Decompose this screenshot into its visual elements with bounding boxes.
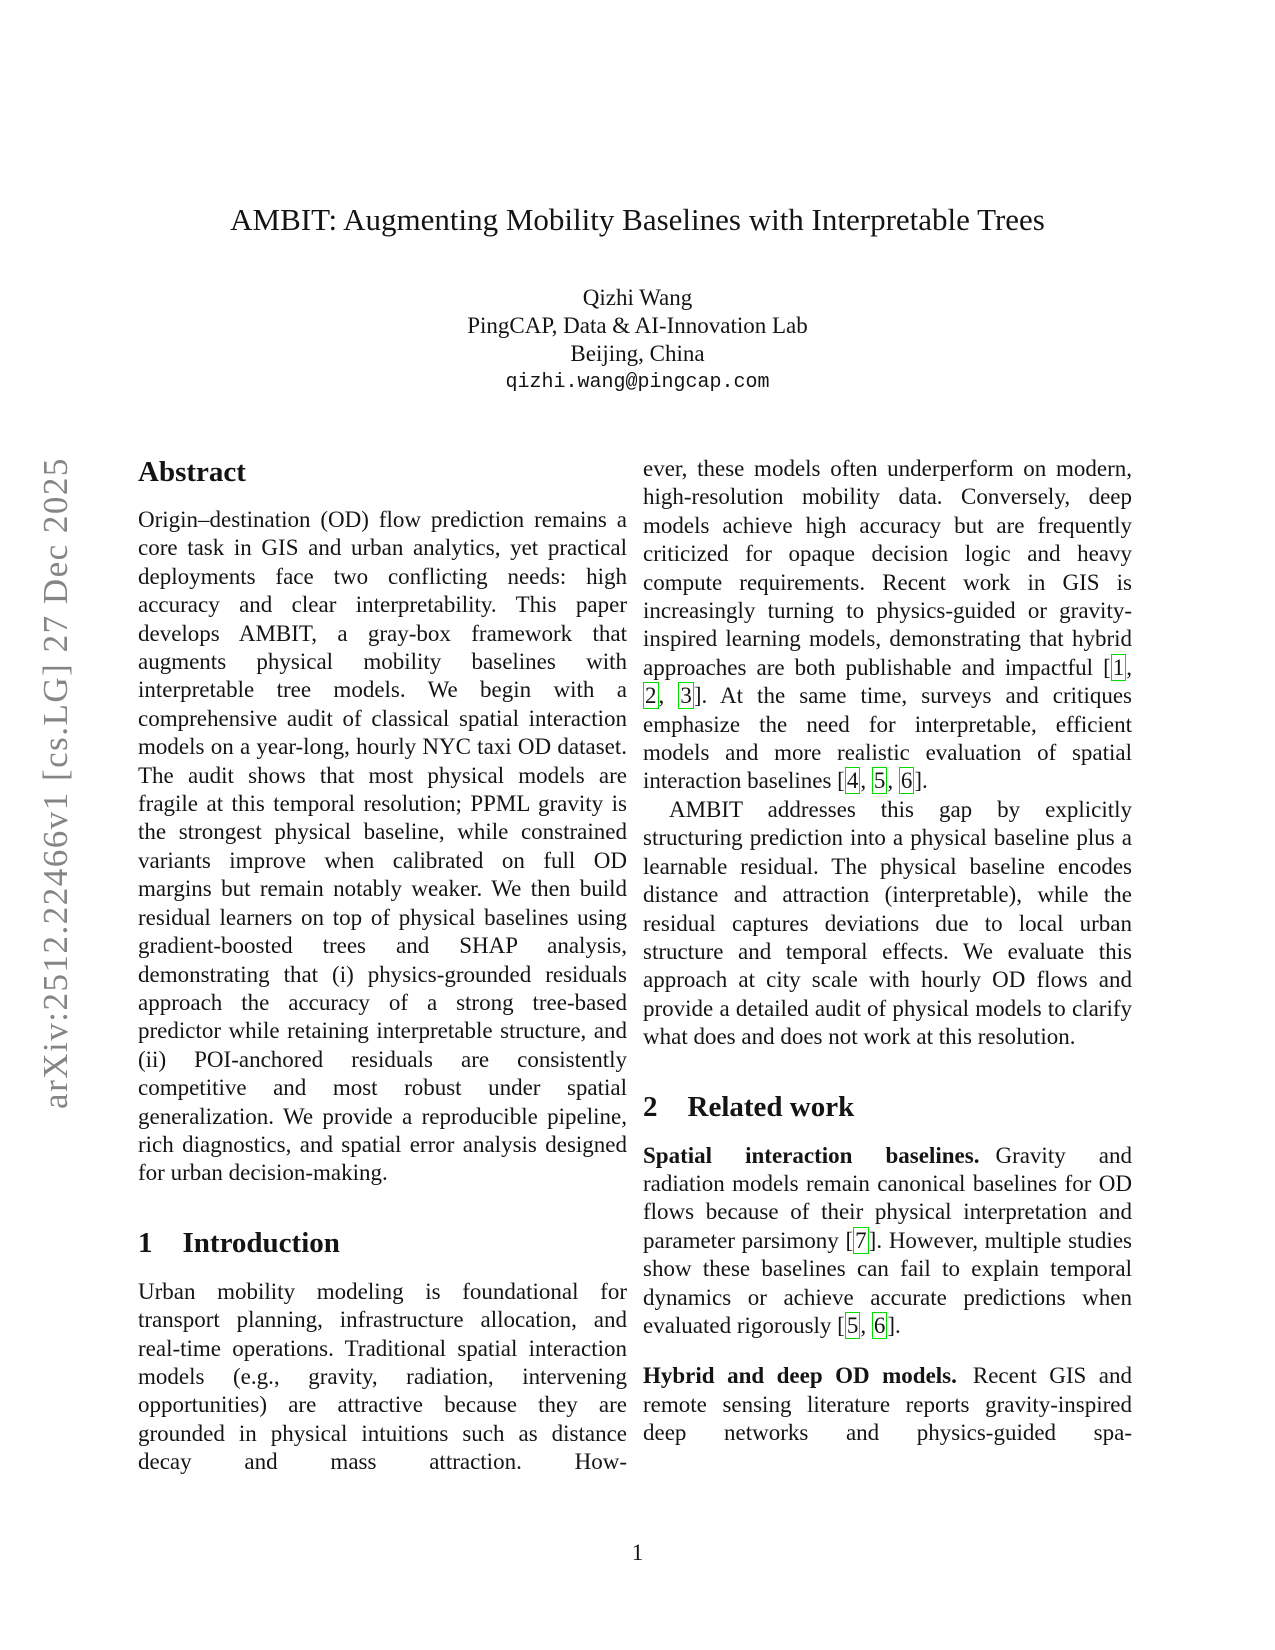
right-column [643, 455, 1132, 1477]
abstract-text: Origin–destination (OD) flow prediction remains a core task in GIS and urban analytics, yet practical deployments face two conflicting needs: high accuracy and clear interpretability. This paper develops AMBIT, a gray-box framework that augments physical mobility baselines with interpretable tree models. We begin with a comprehensive audit of classical spatial interaction models on a year-long, hourly NYC taxi OD dataset. The audit shows that most physical models are fragile at this temporal resolution; PPML gravity is the strongest physical baseline, while constrained variants improve when calibrated on full OD margins but remain notably weaker. We then build residual learners on top of physical baselines using gradient-boosted trees and SHAP analysis, demonstrating that (i) physics-grounded residuals approach the accuracy of a strong tree-based predictor while retaining interpretable structure, and (ii) POI-anchored residuals are consistently competitive and most robust under spatial generalization. We provide a reproducible pipeline, rich diagnostics, and spatial error analysis designed for urban decision-making. [138, 507, 627, 1186]
intro-paragraph-2: AMBIT addresses this gap by explicitly structuring prediction into a physical baseline plus a learnable residual. The physical baseline encodes distance and attraction (interpretable), while the residual captures deviations due to local urban structure and temporal effects. We evaluate this approach at city scale with hourly OD flows and provide a detailed audit of physical models to clarify what does and does not work at this resolution. [643, 796, 1132, 1050]
page-number: 1 [631, 1540, 644, 1565]
author-location: Beijing, China [570, 341, 705, 366]
paper-title: AMBIT: Augmenting Mobility Baselines with Interpretable Trees [230, 202, 1045, 237]
section-title: Related work [687, 1090, 855, 1123]
related-paragraph-2 [643, 1362, 1132, 1447]
citation-link[interactable]: 2 [645, 683, 657, 709]
related-paragraph-1 [643, 1142, 1132, 1341]
arxiv-watermark: arXiv:2512.22466v1 [cs.LG] 27 Dec 2025 [36, 457, 75, 1109]
section-number: 2 [643, 1090, 658, 1123]
author-affiliation: PingCAP, Data & AI-Innovation Lab [467, 313, 808, 338]
citation-link[interactable]: 6 [873, 1312, 886, 1338]
section-number: 1 [138, 1226, 153, 1259]
two-column-body [138, 455, 1132, 1477]
intro-paragraph-right: ever, these models often underperform on modern, high-resolution mobility data. Conversely, deep models achieve high accuracy but are frequently criticized for opaque decision logic and heavy compute requirements. Recent work in GIS is increasingly turning to physics-guided or gravity-inspired learning models, demonstrating that hybrid approaches are both publishable and impactful [1, 2, 3]. At the same time, surveys and critiques emphasize the need for interpretable, efficient models and more realistic evaluation of spatial interaction baselines [4, 5, 6]. [643, 456, 1132, 794]
paragraph-lead: Hybrid and deep OD models. [643, 1363, 957, 1389]
abstract-heading: Abstract [138, 456, 246, 488]
citation-link[interactable]: 7 [855, 1227, 867, 1253]
intro-paragraph-left: Urban mobility modeling is foundational for transport planning, infrastructure allocation, and real-time operations. Traditional spatial interaction models (e.g., gravity, radiation, intervening opportunities) are attractive because they are grounded in physical intuitions such as distance decay and mass attraction. How- [138, 1278, 627, 1475]
citation-link[interactable]: 5 [846, 1312, 859, 1338]
author-name: Qizhi Wang [582, 285, 693, 310]
section-heading-introduction [138, 1226, 627, 1260]
title-block [0, 202, 1275, 397]
paragraph-text: Gravity and radiation models remain canonical baselines for OD flows because of their physical interpretation and parameter parsimony [7]. However, multiple studies show these baselines can fail to explain temporal dynamics or achieve accurate predictions when evaluated rigorously [5, 6]. [643, 1142, 1133, 1338]
paragraph-lead: Spatial interaction baselines. [643, 1142, 980, 1168]
left-column [138, 455, 627, 1477]
citation-link[interactable]: 3 [680, 683, 692, 709]
citation-link[interactable]: 4 [846, 768, 859, 794]
paragraph-text: Recent GIS and remote sensing literature reports gravity-inspired deep networks and physics-guided spa- [643, 1363, 1132, 1446]
citation-link[interactable]: 6 [900, 768, 913, 794]
author-email: qizhi.wang@pingcap.com [505, 371, 770, 394]
citation-link[interactable]: 5 [873, 768, 886, 794]
section-heading-related-work [643, 1090, 1132, 1124]
section-title: Introduction [182, 1226, 340, 1259]
citation-link[interactable]: 1 [1112, 654, 1125, 680]
